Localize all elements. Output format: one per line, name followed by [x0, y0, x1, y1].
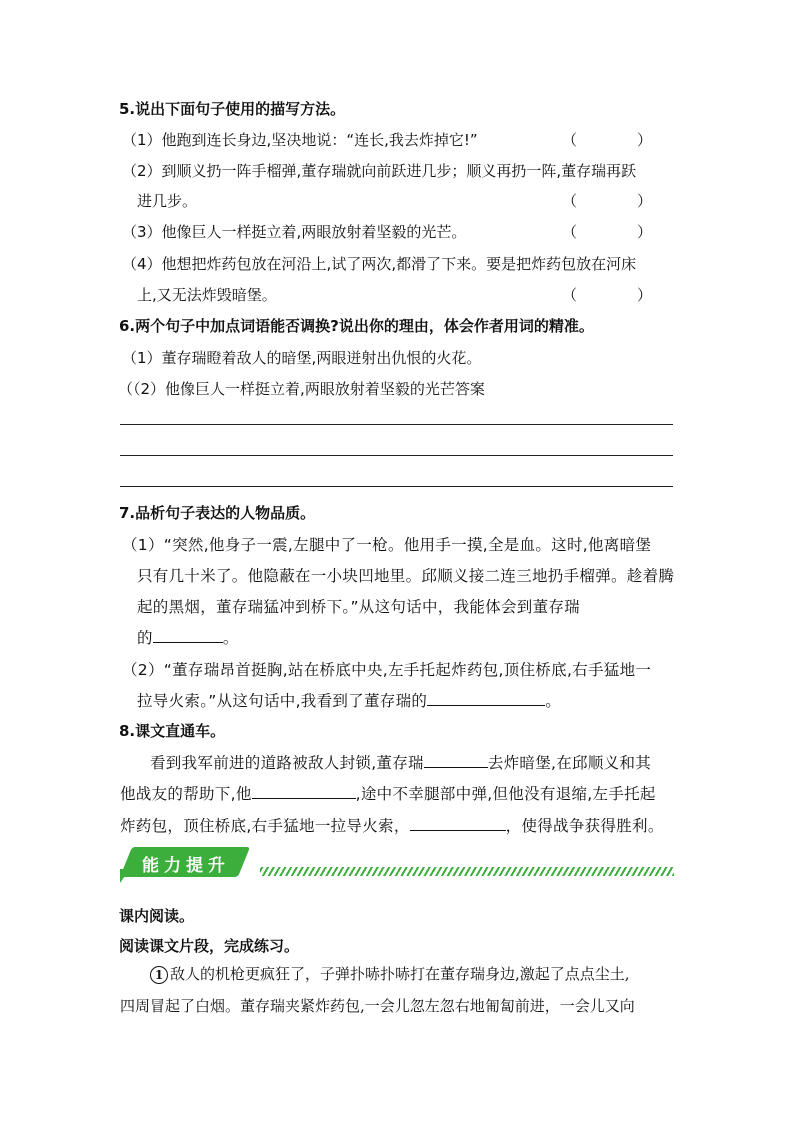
q5-answer-paren-2[interactable]: （ ）: [562, 192, 653, 210]
q5-item-1: （1）他跑到连长身边,坚决地说：“连长,我去炸掉它!”: [122, 131, 478, 149]
q5-item-2-cont: 进几步。: [137, 192, 198, 210]
section-banner: [120, 843, 674, 883]
q7-blank-2[interactable]: [427, 691, 545, 706]
paragraph-number-badge: 1: [150, 966, 168, 984]
q5-item-2: （2）到顺义扔一阵手榴弹,董存瑞就向前跃进几步；顺义再扔一阵,董存瑞再跃: [122, 162, 637, 180]
q6-title: 6.两个句子中加点词语能否调换?说出你的理由，体会作者用词的精准。: [119, 317, 594, 335]
q8-line-1-b: 去炸暗堡,在邱顺义和其: [487, 754, 652, 772]
q7-item-1-line-4: [137, 626, 239, 648]
q8-line-1: [150, 751, 651, 773]
q7-item-2-prefix: 拉导火索。”从这句话中,我看到了董存瑞的: [137, 692, 428, 710]
reading-title: 课内阅读。: [119, 907, 195, 925]
banner-stripes: [260, 867, 674, 876]
q7-item-1-prefix: 的: [137, 629, 153, 647]
q5-answer-paren-3[interactable]: （ ）: [562, 223, 653, 241]
q6-sentence-1: （1）董存瑞瞪着敌人的暗堡,两眼迸射出仇恨的火花。: [122, 349, 482, 367]
q7-item-2-line-2: [137, 689, 561, 711]
q6-sentence-2: （（2）他像巨人一样挺立着,两眼放射着坚毅的光芒答案: [118, 380, 485, 398]
answer-line-2[interactable]: [120, 455, 673, 456]
q8-blank-1[interactable]: [424, 753, 488, 768]
answer-line-1[interactable]: [120, 424, 673, 425]
q7-item-1-line-1: （1）“突然,他身子一震,左腿中了一枪。他用手一摸,全是血。这时,他离暗堡: [122, 536, 652, 554]
q8-blank-2[interactable]: [252, 784, 356, 799]
q8-line-2-a: 他战友的帮助下,他: [120, 785, 252, 803]
q8-line-3-a: 炸药包，顶住桥底,右手猛地一拉导火索，: [120, 817, 410, 835]
q7-item-1-line-2: 只有几十米了。他隐蔽在一小块凹地里。邱顺义接二连三地扔手榴弹。趁着腾: [137, 567, 675, 585]
q5-item-4-cont: 上,又无法炸毁暗堡。: [137, 286, 277, 304]
q7-item-2-suffix: 。: [545, 692, 562, 710]
q8-line-2-b: ,途中不幸腿部中弹,但他没有退缩,左手托起: [355, 785, 656, 803]
q7-item-1-suffix: 。: [222, 629, 239, 647]
q8-line-3: [120, 814, 664, 836]
q5-item-3: （3）他像巨人一样挺立着,两眼放射着坚毅的光芒。: [122, 223, 467, 241]
q5-answer-paren-4[interactable]: （ ）: [562, 286, 653, 304]
reading-paragraph-line-1: [150, 963, 630, 984]
q7-item-1-line-3: 起的黑烟，董存瑞猛冲到桥下。”从这句话中，我能体会到董存瑞: [137, 598, 580, 616]
q7-item-2-line-1: （2）“董存瑞昂首挺胸,站在桥底中央,左手托起炸药包,顶住桥底,右手猛地一: [122, 661, 652, 679]
q8-line-1-a: 看到我军前进的道路被敌人封锁,董存瑞: [150, 754, 424, 772]
q8-line-2: [120, 782, 656, 804]
reading-paragraph-line-2: 四周冒起了白烟。董存瑞夹紧炸药包,一会儿忽左忽右地匍匐前进，一会儿又向: [120, 997, 635, 1015]
q5-title: 5.说出下面句子使用的描写方法。: [119, 100, 346, 118]
banner-label-text: 能力提升: [142, 856, 230, 876]
q5-answer-paren-1[interactable]: （ ）: [562, 131, 653, 149]
reading-paragraph-text-1: 敌人的机枪更疯狂了，子弹扑哧扑哧打在董存瑞身边,激起了点点尘土,: [170, 965, 630, 983]
q8-blank-3[interactable]: [410, 816, 506, 831]
answer-line-3[interactable]: [120, 486, 673, 487]
reading-instruction: 阅读课文片段，完成练习。: [119, 937, 300, 955]
q7-blank-1[interactable]: [153, 628, 223, 643]
q5-item-4: （4）他想把炸药包放在河沿上,试了两次,都滑了下来。要是把炸药包放在河床: [122, 255, 637, 273]
q8-title: 8.课文直通车。: [119, 722, 226, 740]
q7-title: 7.品析句子表达的人物品质。: [119, 504, 316, 522]
q8-line-3-b: ，使得战争获得胜利。: [505, 817, 664, 835]
